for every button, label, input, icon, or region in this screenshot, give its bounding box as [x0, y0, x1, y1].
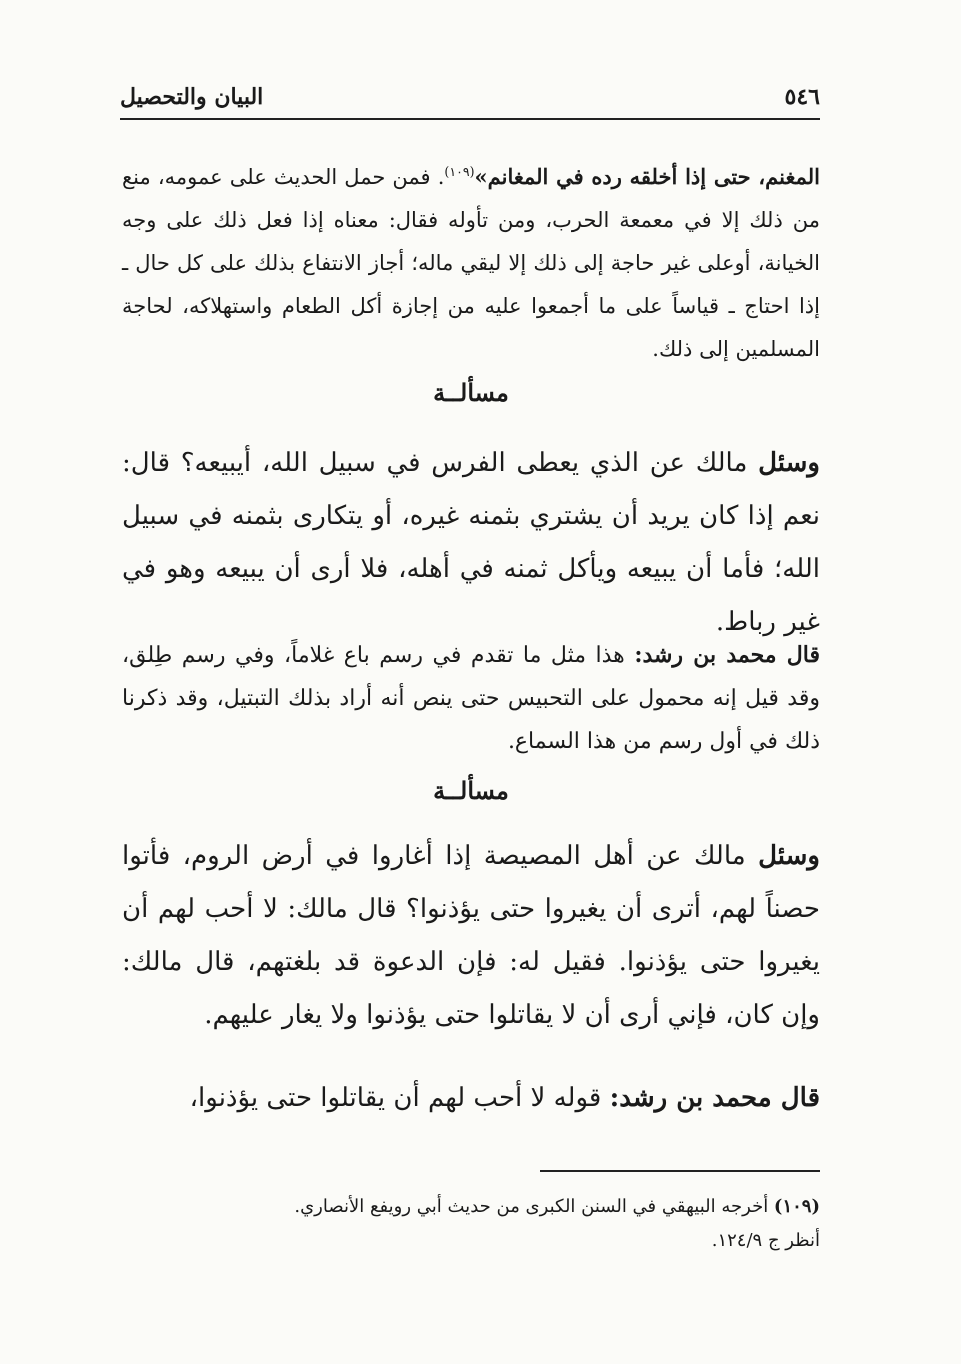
paragraph-1-text: . فمن حمل الحديث على عمومه، منع من ذلك إلا في معمعة الحرب، ومن تأوله فقال: معناه إذا فعل ذلك على وجه الخيانة، أوعلى غير حاجة إلى ذلك إلا ليقي ماله؛ أجاز الانتفاع بذلك على كل حال ـ إذا احتاج ـ قياساً على ما أجمعوا عليه من إجازة أكل الطعام واستهلاكه، لحاجة المسلمين إلى ذلك. — [122, 165, 820, 361]
paragraph-2 — [122, 437, 820, 649]
footnote-reference: (١٠٩) — [444, 164, 475, 179]
paragraph-2-text: مالك عن الذي يعطى الفرس في سبيل الله، أيبيعه؟ قال: نعم إذا كان يريد أن يشتري بثمنه غيره، أو يتكارى بثمنه في سبيل الله؛ فأما أن يبيعه ويأكل ثمنه في أهله، فلا أرى أن يبيعه وهو في غير رباط. — [122, 448, 820, 637]
paragraph-4-lead: وسئل — [758, 841, 820, 871]
footnote-divider — [540, 1170, 820, 1172]
footnote-number: (١٠٩) — [773, 1196, 820, 1217]
paragraph-3-text: هذا مثل ما تقدم في رسم باع غلاماً، وفي رسم طِلق، وقد قيل إنه محمول على التحبيس حتى ينص أنه أراد بذلك التبتيل، وقد ذكرنا ذلك في أول رسم من هذا السماع. — [122, 643, 820, 754]
footnote — [122, 1190, 820, 1258]
footnote-line-1: أخرجه البيهقي في السنن الكبرى من حديث أبي رويفع الأنصاري. — [294, 1196, 774, 1217]
paragraph-5-text: قوله لا أحب لهم أن يقاتلوا حتى يؤذنوا، — [189, 1083, 610, 1113]
paragraph-2-lead: وسئل — [758, 448, 820, 478]
section-heading-2: مسألــة — [433, 776, 509, 805]
paragraph-3 — [122, 634, 820, 763]
footnote-line-2: أنظر ج ١٢٤/٩. — [711, 1230, 820, 1251]
page-number: ٥٤٦ — [784, 84, 820, 110]
paragraph-5 — [122, 1072, 820, 1125]
section-heading-1: مسألــة — [433, 378, 509, 407]
paragraph-5-lead: قال محمد بن رشد: — [609, 1083, 820, 1113]
running-title: البيان والتحصيل — [120, 84, 264, 110]
page-header — [120, 78, 820, 120]
paragraph-3-lead: قال محمد بن رشد: — [634, 642, 820, 668]
paragraph-4-text: مالك عن أهل المصيصة إذا أغاروا في أرض الروم، فأتوا حصناً لهم، أترى أن يغيروا حتى يؤذنوا؟ قال مالك: لا أحب لهم أن يغيروا حتى يؤذنوا. فقيل له: فإن الدعوة قد بلغتهم، قال مالك: وإن كان، فإني أرى أن لا يقاتلوا حتى يؤذنوا ولا يغار عليهم. — [122, 841, 820, 1030]
hadith-quote: المغنم، حتى إذا أخلقه رده في المغانم» — [474, 164, 821, 189]
paragraph-4 — [122, 830, 820, 1042]
paragraph-1 — [122, 150, 820, 371]
